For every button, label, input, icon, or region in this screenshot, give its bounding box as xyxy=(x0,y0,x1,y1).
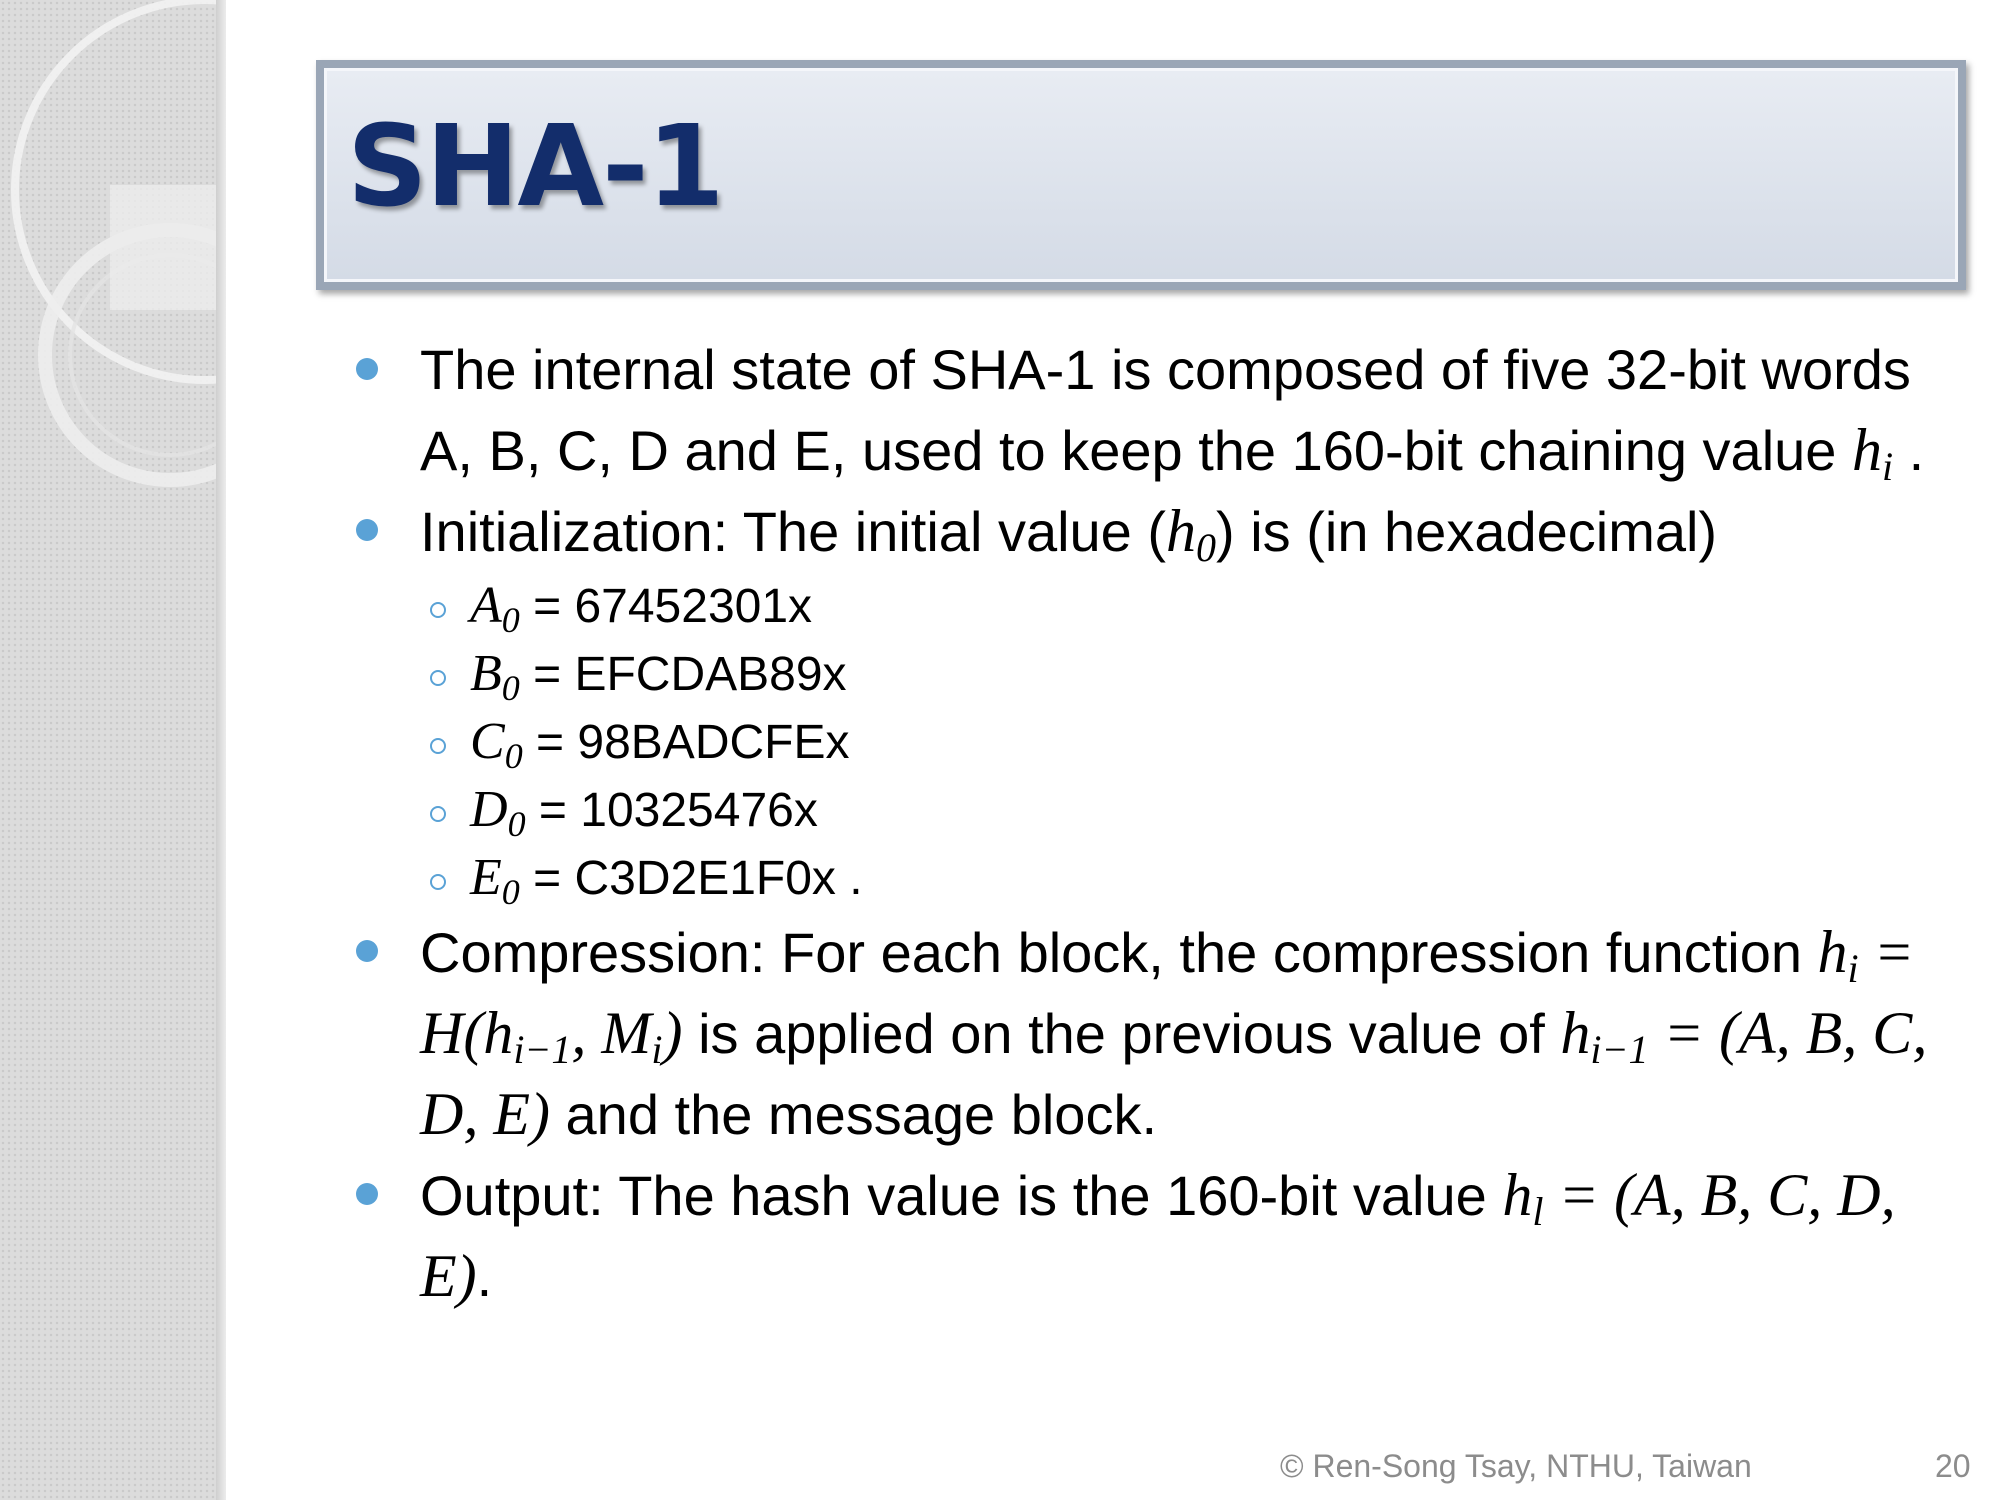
math-var: D xyxy=(470,781,508,838)
math-sub: 0 xyxy=(507,804,526,844)
math-sub: 0 xyxy=(501,668,520,708)
decorative-rings xyxy=(0,0,222,520)
math-part: ) xyxy=(662,1000,683,1066)
bullet-dot xyxy=(356,519,378,541)
slide-body xyxy=(350,330,1970,1317)
math-sub: i−1 xyxy=(513,1027,572,1072)
init-value-text: = 98BADCFEx xyxy=(522,716,850,769)
sub-bullet-ring xyxy=(430,670,446,686)
init-value-e0 xyxy=(350,844,1970,912)
init-values-list xyxy=(350,572,1970,912)
bullet-dot xyxy=(356,358,378,380)
sub-bullet-ring xyxy=(430,602,446,618)
bullet-dot xyxy=(356,940,378,962)
bullet-text: Output: The hash value is the 160-bit value xyxy=(420,1164,1503,1227)
bullet-text-mid: is applied on the previous value of xyxy=(682,1002,1561,1065)
math-e0 xyxy=(470,849,520,912)
bullet-output xyxy=(350,1155,1970,1317)
title-panel xyxy=(324,68,1958,282)
math-sub: 0 xyxy=(1196,525,1217,570)
bullet-compression xyxy=(350,912,1970,1155)
bullet-text: Compression: For each block, the compression function xyxy=(420,921,1818,984)
bullet-text: The internal state of SHA-1 is composed of five 32-bit words A, B, C, D and E, used to keep the 160-bit chaining value xyxy=(420,338,1911,482)
math-h-i xyxy=(1852,417,1894,489)
init-value-text: = C3D2E1F0x . xyxy=(519,852,863,905)
math-var: h xyxy=(1852,417,1882,483)
math-part: = H(h xyxy=(420,919,1915,1066)
math-var: C xyxy=(470,713,505,770)
sub-bullet-ring xyxy=(430,738,446,754)
math-b0 xyxy=(470,645,520,708)
math-sub: 0 xyxy=(501,600,520,640)
left-decorative-band xyxy=(0,0,222,1500)
init-value-text: = 67452301x xyxy=(519,580,813,633)
math-sub: 0 xyxy=(504,736,523,776)
math-var: B xyxy=(470,645,502,702)
title-frame xyxy=(316,60,1966,290)
bullet-internal-state xyxy=(350,330,1970,491)
math-var: h xyxy=(1560,1000,1591,1066)
math-var: A xyxy=(470,577,502,634)
math-part: = (A, B, C, D, E) xyxy=(420,1162,1896,1309)
math-sub: i xyxy=(1847,946,1859,991)
bullet-initialization xyxy=(350,491,1970,572)
math-sub: l xyxy=(1532,1189,1544,1234)
bullet-text-end: and the message block. xyxy=(549,1083,1157,1146)
bullet-text: Initialization: The initial value ( xyxy=(420,500,1167,563)
math-a0 xyxy=(470,577,520,640)
math-part: , M xyxy=(571,1000,652,1066)
math-var: h xyxy=(1166,498,1197,564)
footer-copyright: © Ren-Song Tsay, NTHU, Taiwan xyxy=(1280,1448,1752,1484)
sub-bullet-ring xyxy=(430,874,446,890)
band-edge-shadow xyxy=(216,0,226,1500)
slide-title: SHA-1 xyxy=(347,102,723,232)
bullet-text-end: ) is (in hexadecimal) xyxy=(1216,500,1718,563)
page-number: 20 xyxy=(1935,1448,1971,1484)
math-h-0 xyxy=(1166,498,1217,570)
math-c0 xyxy=(470,713,523,776)
math-var: h xyxy=(1502,1162,1533,1228)
sub-bullet-ring xyxy=(430,806,446,822)
init-value-text: = EFCDAB89x xyxy=(519,648,847,701)
math-sub: i xyxy=(1882,444,1894,489)
bullet-text-end: . xyxy=(476,1245,493,1308)
bullet-dot xyxy=(356,1183,378,1205)
math-sub: 0 xyxy=(501,872,520,912)
math-sub: i−1 xyxy=(1590,1027,1649,1072)
math-d0 xyxy=(470,781,526,844)
init-value-text: = 10325476x xyxy=(525,784,818,837)
bullet-text-end: . xyxy=(1893,419,1925,482)
init-value-a0 xyxy=(350,572,1970,640)
math-var: h xyxy=(1817,919,1848,985)
math-sub: i xyxy=(651,1027,663,1072)
init-value-c0 xyxy=(350,708,1970,776)
math-part: = (A, B, C, D, E) xyxy=(420,1000,1928,1147)
init-value-b0 xyxy=(350,640,1970,708)
init-value-d0 xyxy=(350,776,1970,844)
math-var: E xyxy=(470,849,502,906)
